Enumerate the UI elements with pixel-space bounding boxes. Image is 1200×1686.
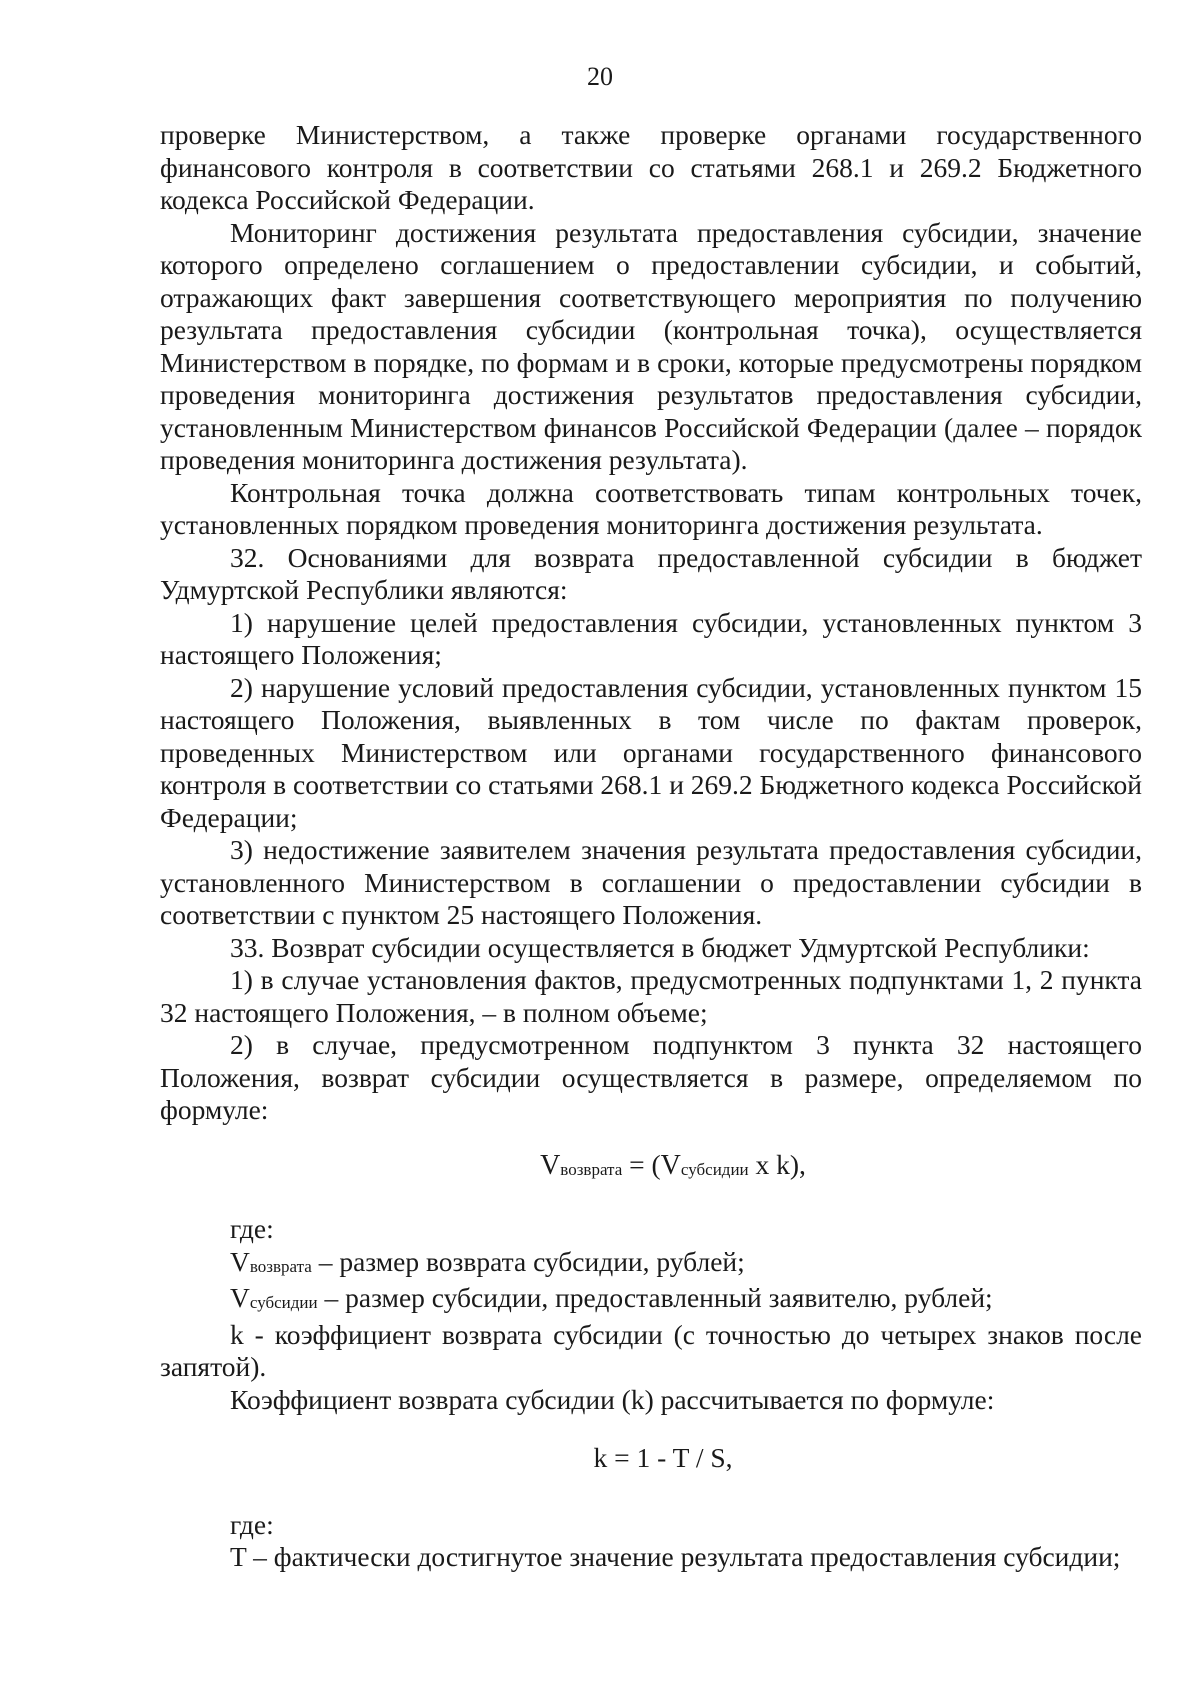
definition-k: k - коэффициент возврата субсидии (с точностью до четырех знаков после запятой). — [160, 1318, 1142, 1382]
definition-subscript: субсидии — [249, 1293, 318, 1312]
list-item: 2) нарушение условий предоставления субсидии, установленных пунктом 15 настоящего Положения, выявленных в том числе по фактам проверок, проведенных Министерством или органами государственного финансового контроля в соответствии со статьями 268.1 и 269.2 Бюджетного кодекса Российской Федерации; — [160, 671, 1142, 833]
formula-symbol: V — [660, 1149, 681, 1181]
formula-symbol: V — [540, 1149, 561, 1181]
page-number: 20 — [587, 62, 613, 91]
definition-text: – размер возврата субсидии, рублей; — [311, 1245, 745, 1277]
formula-operator: = ( — [622, 1148, 661, 1180]
paragraph: проверке Министерством, а также проверке органами государственного финансового контроля в соответствии со статьями 268.1 и 269.2 Бюджетного кодекса Российской Федерации. — [160, 119, 1142, 215]
paragraph: Контрольная точка должна соответствовать типам контрольных точек, установленных порядком проведения мониторинга достижения результата. — [160, 476, 1142, 540]
formula-return-amount — [160, 1149, 1142, 1186]
definition-v-subsidy — [160, 1282, 1142, 1319]
definition-text: – размер субсидии, предоставленный заявителю, рублей; — [317, 1282, 993, 1313]
definition-v-return — [160, 1246, 1142, 1283]
document-body — [160, 119, 1142, 1574]
where-label: где: — [230, 1508, 274, 1540]
list-item: 1) нарушение целей предоставления субсидии, установленных пунктом 3 настоящего Положения; — [160, 606, 1142, 670]
definition-symbol: V — [230, 1282, 250, 1313]
list-item: 3) недостижение заявителем значения результата предоставления субсидии, установленного Министерством в соглашении о предоставлении субсидии в соответствии с пунктом 25 настоящего Положения. — [160, 834, 1142, 930]
list-item: 2) в случае, предусмотренном подпунктом 3 пункта 32 настоящего Положения, возврат субсидии осуществляется в размере, определяемом по формуле: — [160, 1029, 1142, 1125]
definition-t: T – фактически достигнутое значение результата предоставления субсидии; — [230, 1541, 1121, 1572]
paragraph-item-33: 33. Возврат субсидии осуществляется в бюджет Удмуртской Республики: — [230, 931, 1090, 963]
paragraph-item-32: 32. Основаниями для возврата предоставленной субсидии в бюджет Удмуртской Республики являются: — [160, 541, 1142, 605]
formula-coefficient: k = 1 - T / S, — [593, 1442, 733, 1473]
where-label: где: — [230, 1213, 274, 1244]
definition-subscript: возврата — [249, 1256, 312, 1276]
coefficient-intro: Коэффициент возврата субсидии (k) рассчитывается по формуле: — [230, 1383, 995, 1415]
paragraph: Мониторинг достижения результата предоставления субсидии, значение которого определено соглашением о предоставлении субсидии, и событий, отражающих факт завершения соответствующего мероприятия по получению результата предоставления субсидии (контрольная точка), осуществляется Министерством в порядке, по формам и в сроки, которые предусмотрены порядком проведения мониторинга достижения результатов предоставления субсидии, установленным Министерством финансов Российской Федерации (далее – порядок проведения мониторинга достижения результата). — [160, 216, 1142, 475]
definition-symbol: V — [230, 1245, 250, 1277]
formula-subscript: возврата — [560, 1159, 623, 1179]
list-item: 1) в случае установления фактов, предусмотренных подпунктами 1, 2 пункта 32 настоящего Положения, – в полном объеме; — [160, 964, 1142, 1028]
formula-subscript: субсидии — [680, 1159, 749, 1179]
formula-tail: x k), — [748, 1148, 806, 1180]
